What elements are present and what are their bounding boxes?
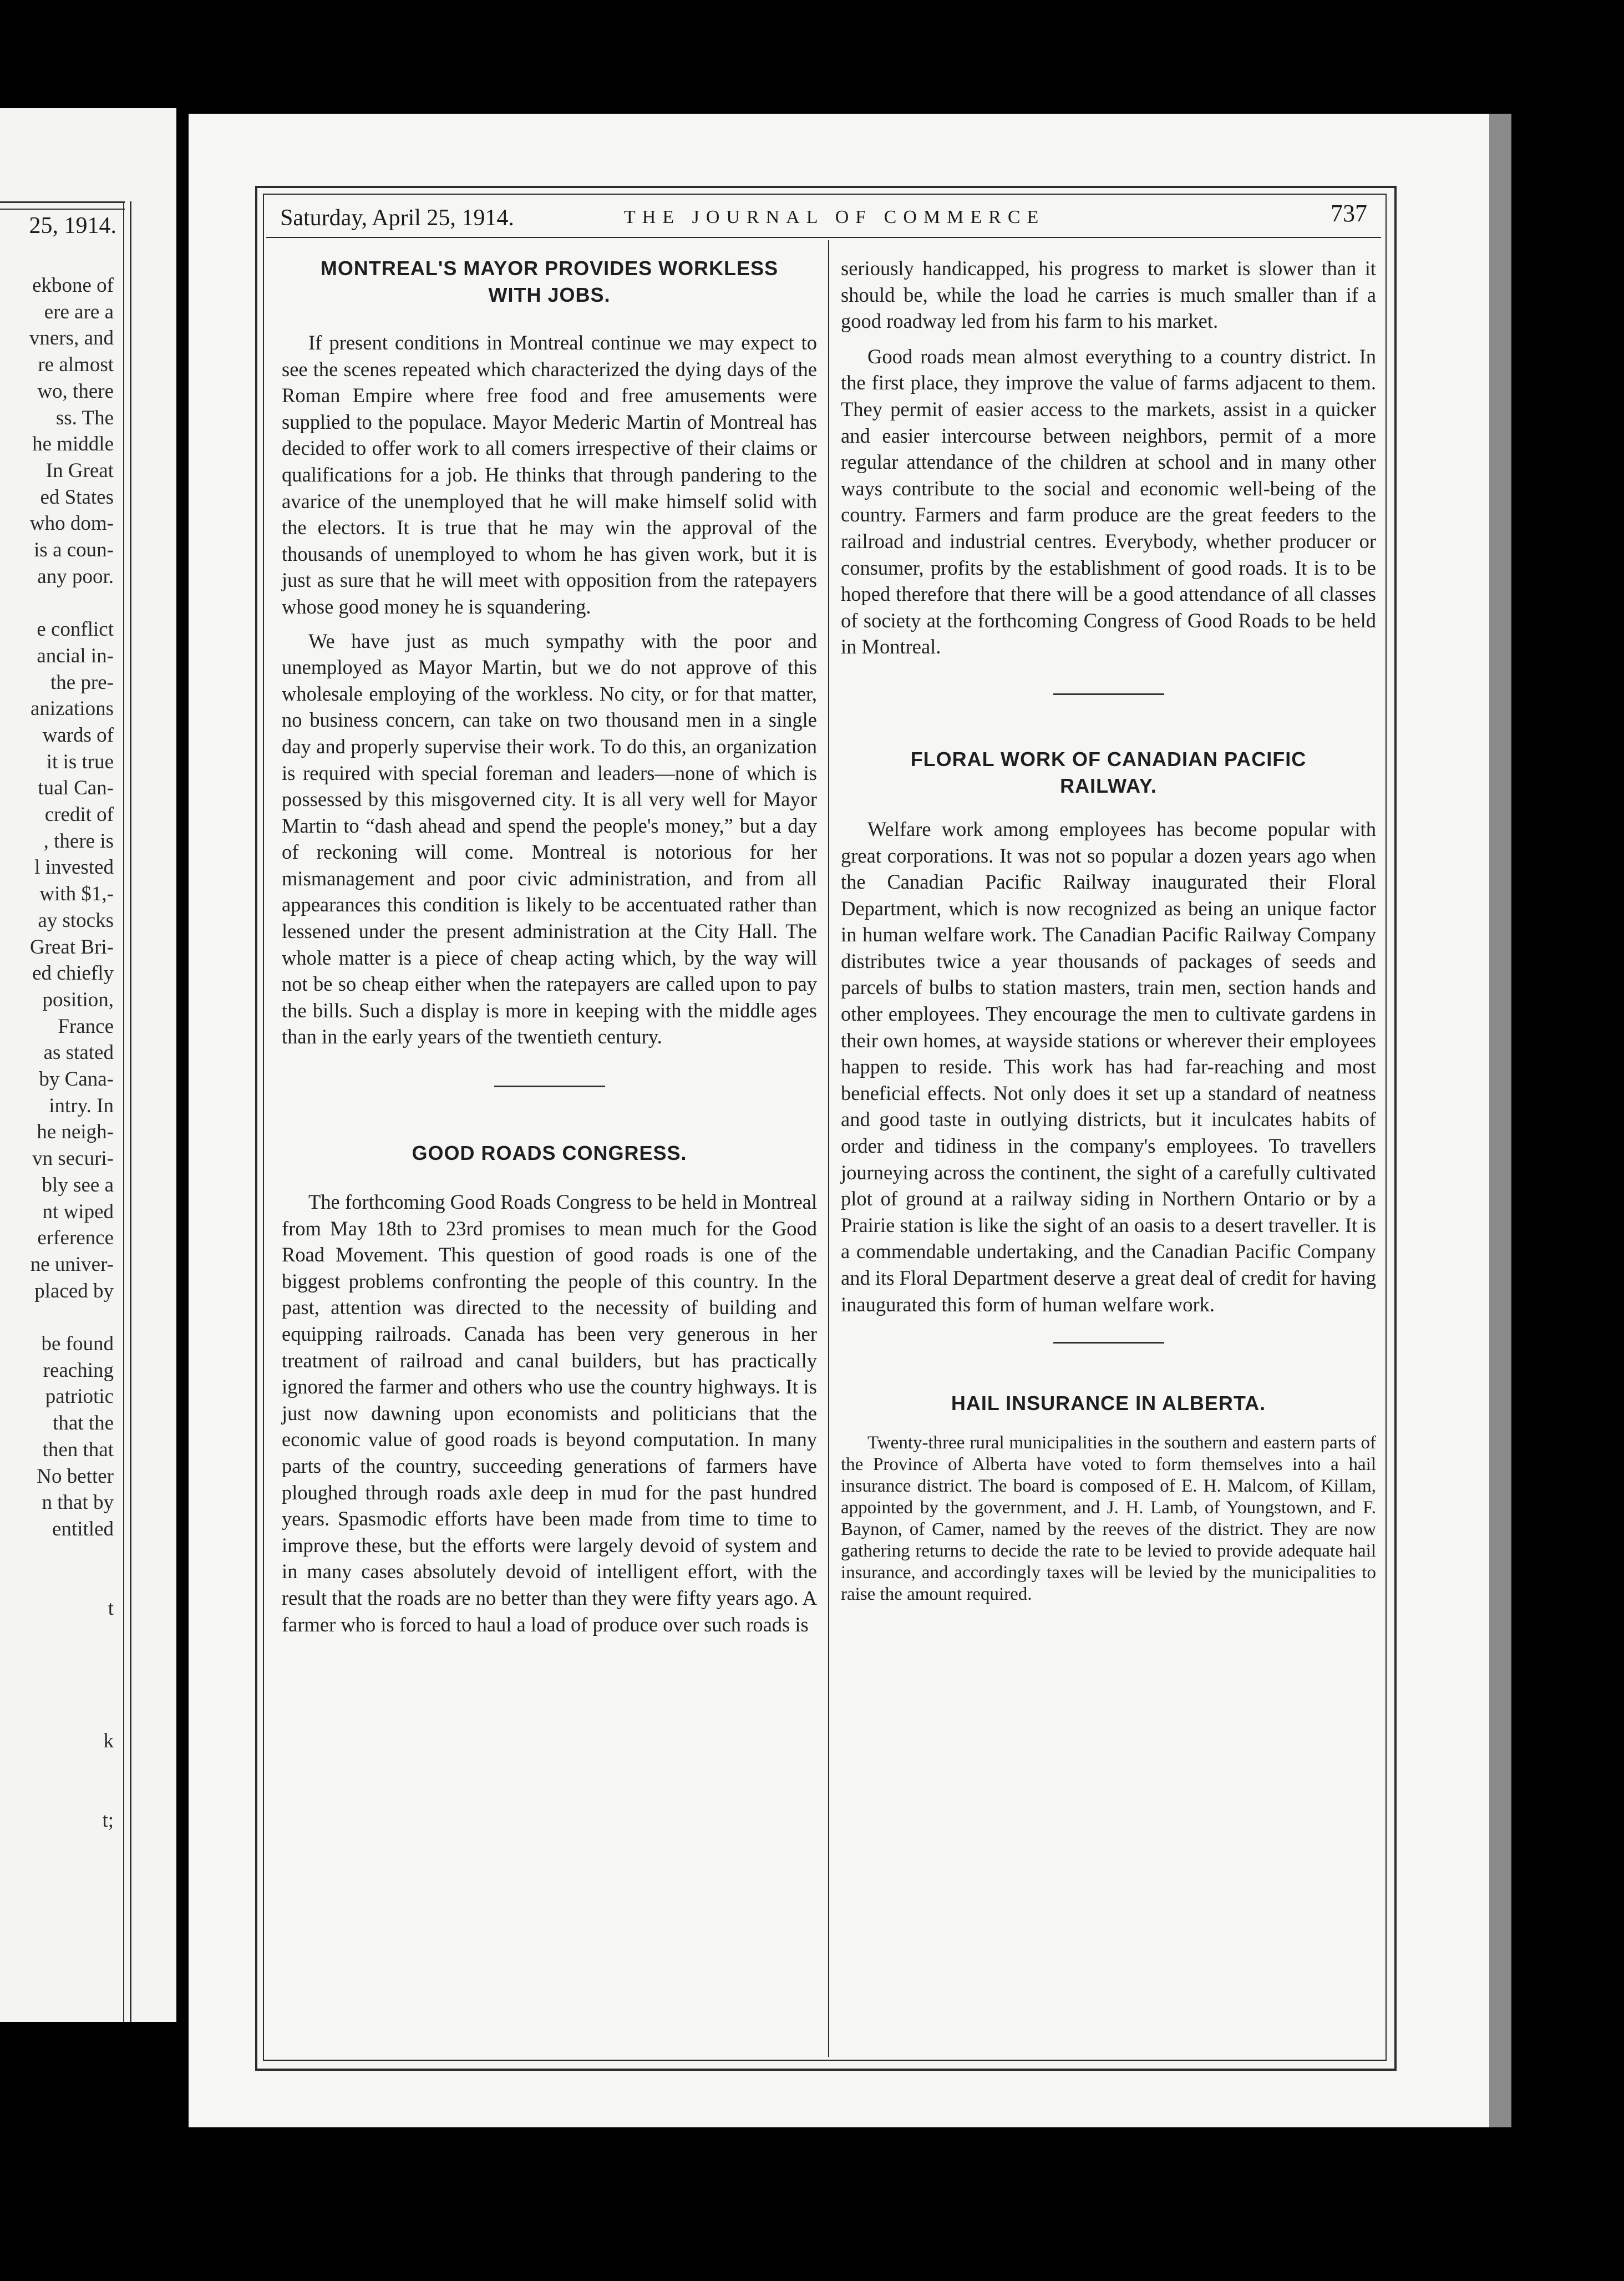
- header-rule: [266, 237, 1381, 238]
- facing-page-fragment: Great Bri-: [29, 935, 114, 959]
- facing-page-fragment: ancial in-: [37, 644, 114, 667]
- journal-title: THE JOURNAL OF COMMERCE: [624, 207, 1046, 227]
- mayor-headline: MONTREAL'S MAYOR PROVIDES WORKLESS WITH JOBS.: [320, 257, 779, 306]
- facing-page-fragment: France: [58, 1015, 114, 1038]
- facing-page-fragment: by Cana-: [39, 1068, 114, 1091]
- facing-page-fragment: patriotic: [45, 1385, 114, 1408]
- facing-page-fragment: is a coun-: [34, 539, 114, 561]
- header-date: Saturday, April 25, 1914.: [280, 205, 514, 231]
- facing-page-fragment: wards of: [42, 723, 114, 747]
- facing-page-fragment: k: [103, 1729, 114, 1752]
- facing-page-fragment: ay stocks: [38, 909, 114, 932]
- facing-page: [0, 108, 176, 2022]
- facing-page-fragment: he middle: [32, 433, 114, 456]
- facing-page-fragment: ed States: [40, 485, 114, 509]
- facing-page-fragment: who dom-: [29, 512, 114, 535]
- facing-page-fragment: nt wiped: [42, 1200, 114, 1223]
- hail-paragraph-1: Twenty-three rural municipalities in the southern and eastern parts of the Province of Alberta have voted to form themselves into a hail insurance district. The board is composed of E. H. Malcom, of Killam, appointed by the government, and J. H. Lamb, of Youngstown, and F. Baynon, of Camer, named by the reeves of the district. They are now gathering returns to decide the rate to be levied to provide adequate hail insurance, and accordingly taxes will be levied by the municipalities to raise the amount required.: [841, 1433, 1376, 1605]
- left-column: [282, 255, 817, 1638]
- facing-page-fragment: it is true: [46, 750, 114, 773]
- facing-page-fragment: No better: [37, 1464, 114, 1488]
- roads-paragraph-1: The forthcoming Good Roads Congress to be held in Montreal from May 18th to 23rd promises to mean much for the Good Road Movement. This question of good roads is one of the biggest problems confronting the people of this country. In the past, attention was directed to the necessity of building and equipping railroads. Canada has been very generous in her treatment of railroad and canal builders, but has practically ignored the farmer and others who use the country highways. It is just now dawning upon economists and politicians that the economic value of good roads is beyond computation. In many parts of the country, succeeding generations of farmers have ploughed through roads axle deep in mud for the past hundred years. Spasmodic efforts have been made from time to time to improve these, but the efforts were largely devoid of system and in many cases absolutely devoid of intelligent effort, with the result that the roads are no better than they were fifty years ago. A farmer who is forced to haul a load of produce over such roads is: [282, 1190, 817, 1636]
- facing-page-fragment: ere are a: [44, 300, 114, 323]
- roads-paragraph-1-continued: seriously handicapped, his progress to market is slower than it should be, while the load he carries is much smaller than if a good roadway led from his farm to his market.: [841, 257, 1376, 333]
- facing-page-fragment: vners, and: [29, 327, 114, 350]
- facing-page-fragment: ekbone of: [32, 274, 114, 297]
- facing-page-fragment: ne univer-: [30, 1253, 114, 1276]
- facing-page-fragment: the pre-: [50, 671, 114, 694]
- floral-headline: FLORAL WORK OF CANADIAN PACIFIC RAILWAY.: [910, 747, 1307, 797]
- book-spine-edge: [1489, 114, 1511, 2127]
- facing-page-fragment: n that by: [42, 1491, 114, 1514]
- roads-headline: GOOD ROADS CONGRESS.: [412, 1142, 687, 1165]
- facing-page-fragment: anizations: [30, 697, 114, 721]
- facing-page-fragment: t: [108, 1597, 114, 1620]
- facing-page-fragment: wo, there: [37, 379, 114, 403]
- facing-page-fragment: entitled: [52, 1517, 114, 1540]
- facing-page-fragment: tual Can-: [38, 777, 114, 800]
- facing-page-fragment: re almost: [38, 353, 114, 377]
- roads-paragraph-2: Good roads mean almost everything to a country district. In the first place, they improve the value of farms adjacent to them. They permit of easier access to the markets, assist in a quicker and easier intercourse between neighbors, permit of a more regular attendance of the children at school and in many other ways contribute to the social and economic well-being of the country. Farmers and farm produce are the great feeders to the railroad and industrial centres. Everybody, whether producer or consumer, profits by the establishment of good roads. It is to be hoped therefore that there will be a good attendance of all classes of society at the forthcoming Congress of Good Roads to be held in Montreal.: [841, 344, 1376, 658]
- facing-page-fragment: l invested: [34, 856, 114, 879]
- facing-page-fragment: In Great: [45, 459, 114, 482]
- running-header: [280, 198, 1367, 237]
- hail-headline: HAIL INSURANCE IN ALBERTA.: [951, 1392, 1266, 1415]
- right-column: [841, 255, 1376, 1605]
- facing-page-fragment: placed by: [34, 1279, 114, 1302]
- facing-page-fragment: ss. The: [55, 406, 114, 429]
- floral-paragraph-1: Welfare work among employees has become popular with great corporations. It was not so popular a dozen years ago when the Canadian Pacific Railway inaugurated their Floral Department, which is now recognized as being an unique factor in human welfare work. The Canadian Pacific Railway Company distributes twice a year thousands of packages of seeds and parcels of bulbs to station masters, train men, section hands and other employees. They encourage the men to cultivate gardens in their own homes, at wayside stations or wherever their employees happen to reside. This work has had far-reaching and most beneficial effects. Not only does it set up a standard of neatness and good taste in outlying districts, but it inculcates habits of order and tidiness in the company's employees. To travellers journeying across the continent, the sight of a carefully cultivated plot of ground at a railway siding in Northern Ontario or by a Prairie station is like the sight of an oasis to a desert traveller. It is a commendable undertaking, and the Canadian Pacific Company and its Floral Department deserve a great deal of credit for having inaugurated this form of human welfare work.: [841, 817, 1376, 1316]
- facing-page-frame-top: [0, 201, 125, 210]
- facing-page-fragment: vn securi-: [32, 1147, 114, 1170]
- facing-page-frame-right: [123, 201, 131, 2022]
- facing-page-fragment: he neigh-: [37, 1121, 114, 1144]
- facing-page-fragment: with $1,-: [39, 883, 114, 906]
- mayor-paragraph-1: If present conditions in Montreal continue we may expect to see the scenes repeated which characterized the dying days of the Roman Empire where free food and free amusements were supplied to the populace. Mayor Mederic Martin of Montreal has decided to offer work to all comers irrespective of their claims or qualifications for a job. He thinks that through pandering to the avarice of the unemployed that he will make himself solid with the electors. It is true that he may win the approval of the thousands of unemployed to whom he has given work, but it is just as sure that he will meet with opposition from the ratepayers whose good money he is squandering.: [282, 331, 817, 618]
- facing-page-fragment: reaching: [43, 1359, 114, 1382]
- facing-page-fragment: be found: [41, 1332, 114, 1355]
- facing-page-fragment: erference: [37, 1226, 114, 1250]
- facing-page-fragment: e conflict: [37, 618, 114, 641]
- facing-page-fragment: then that: [42, 1438, 114, 1461]
- facing-page-fragment: bly see a: [42, 1173, 114, 1197]
- mayor-paragraph-2: We have just as much sympathy with the poor and unemployed as Mayor Martin, but we do not approve of this wholesale employing of the workless. No city, or for that matter, no business concern, can take on two thousand men in a single day and properly supervise their work. To do this, an organization is required with special foreman and leaders—none of which is possessed by this misgoverned city. It is all very well for Mayor Martin to “dash ahead and spend the people's money,” but a day of reckoning will come. Montreal is notorious for her mismanagement and poor civic administration, and from all appearances this condition is likely to be accentuated rather than lessened under the present administration at the City Hall. The whole matter is a piece of cheap acting which, by the way will not be so cheap either when the ratepayers are called upon to pay the bills. Such a display is more in keeping with the middle ages than in the early years of the twentieth century.: [282, 629, 817, 1048]
- facing-page-fragment: t;: [102, 1808, 114, 1832]
- facing-page-fragment: that the: [53, 1412, 114, 1435]
- column-divider: [828, 240, 829, 2057]
- facing-page-fragment: position,: [42, 988, 114, 1011]
- journal-page: [189, 114, 1489, 2127]
- facing-page-fragment: , there is: [43, 829, 114, 853]
- facing-page-fragment: any poor.: [37, 565, 114, 588]
- facing-page-date: 25, 1914.: [29, 213, 116, 239]
- facing-page-fragment: credit of: [44, 803, 114, 826]
- facing-page-fragment: ed chiefly: [32, 962, 114, 985]
- page-number: 737: [1331, 200, 1367, 227]
- facing-page-fragment: intry. In: [49, 1094, 114, 1117]
- facing-page-fragment: as stated: [43, 1041, 114, 1065]
